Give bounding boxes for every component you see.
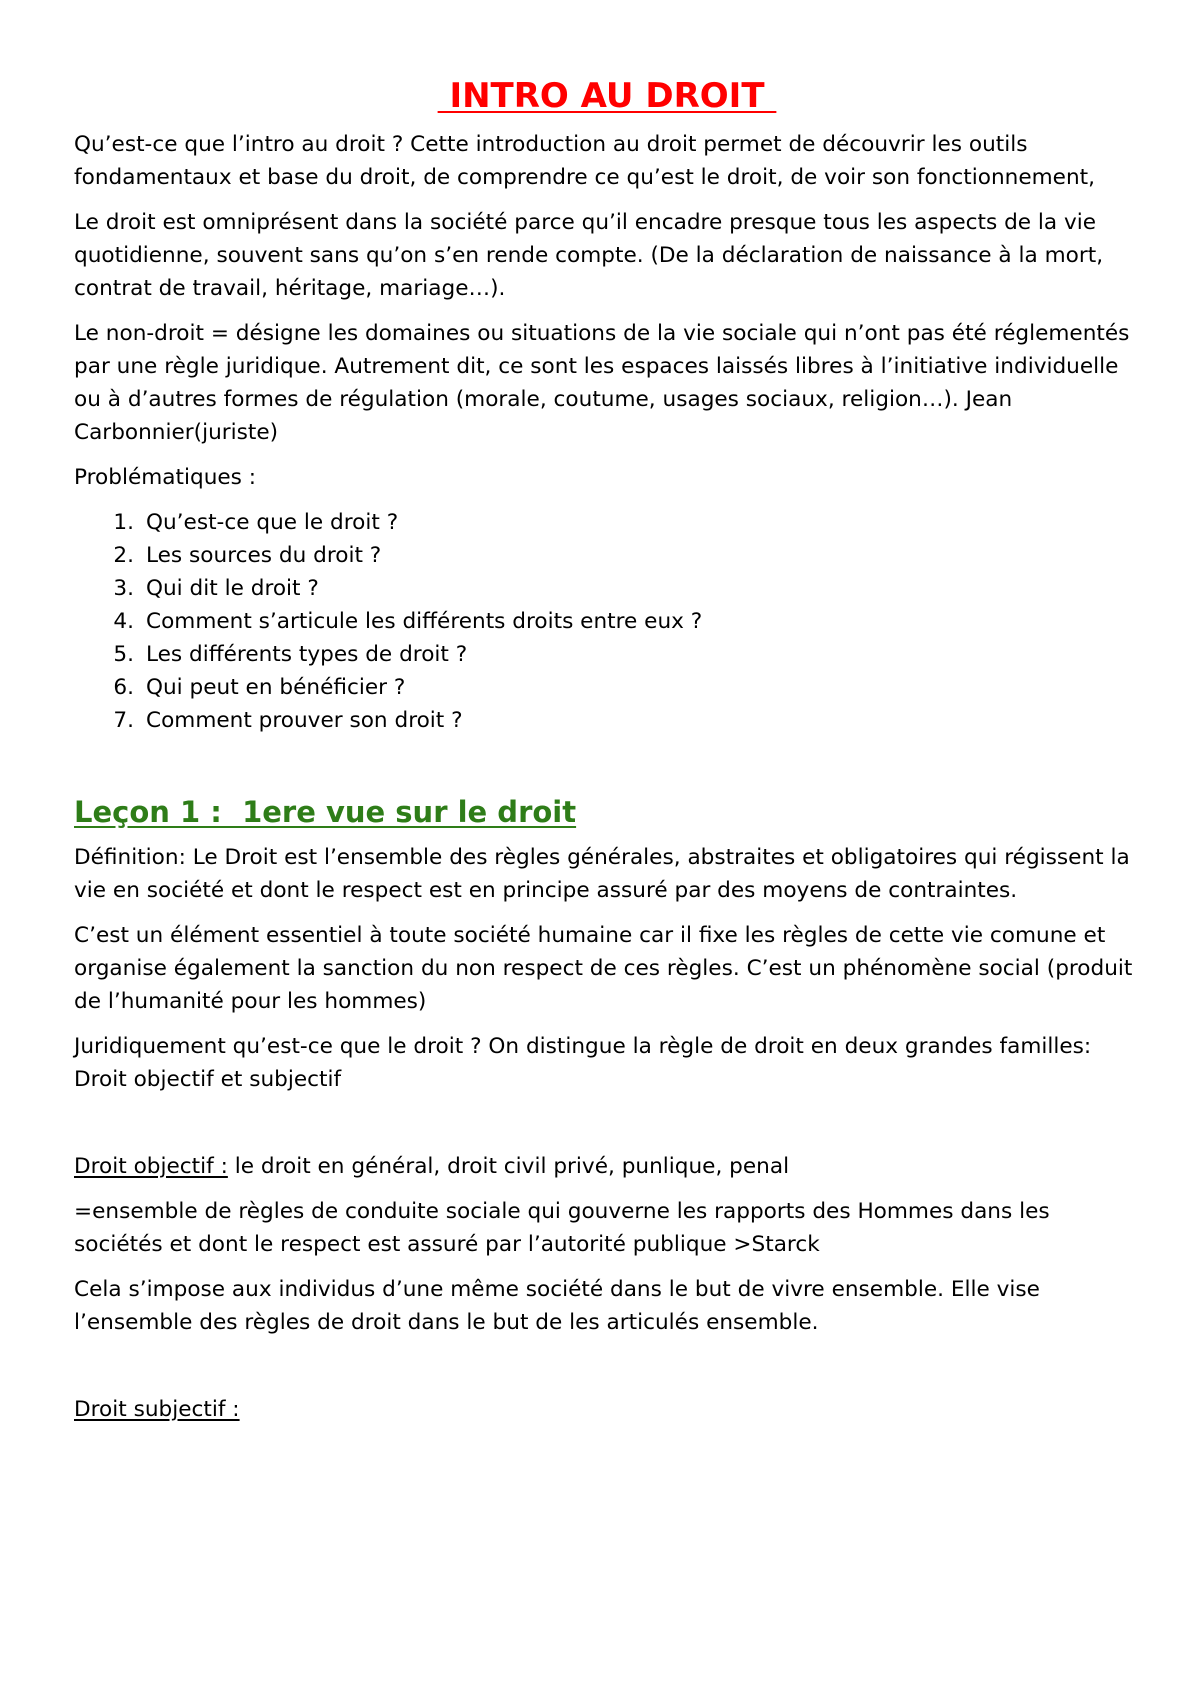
intro-paragraph-1: Qu’est-ce que l’intro au droit ? Cette introduction au droit permet de découvrir les outils fondamentaux et base du droit, de comprendre ce qu’est le droit, de voir son fonctionnement,	[74, 132, 1095, 190]
definition-paragraph: Définition: Le Droit est l’ensemble des règles générales, abstraites et obligatoires qui régissent la vie en société et dont le respect est en principe assuré par des moyens de contraintes.	[74, 845, 1130, 903]
list-item-text: Les sources du droit ?	[146, 543, 382, 568]
droit-objectif-definition: =ensemble de règles de conduite sociale qui gouverne les rapports des Hommes dans les sociétés et dont le respect est assuré par l’autorité publique >Starck	[74, 1199, 1050, 1257]
list-item-text: Qui dit le droit ?	[146, 576, 319, 601]
list-item-number: 5.	[113, 642, 134, 667]
intro-paragraph-non-droit: Le non-droit = désigne les domaines ou situations de la vie sociale qui n’ont pas été réglementés par une règle juridique. Autrement dit, ce sont les espaces laissés libres à l’initiative individuelle ou à d’autres formes de régulation (morale, coutume, usages sociaux, religion…). Jean Carbonnier(juriste)	[74, 321, 1130, 445]
droit-objectif-paragraph-2: Cela s’impose aux individus d’une même société dans le but de vivre ensemble. Elle vise l’ensemble des règles de droit dans le but de les articulés ensemble.	[74, 1277, 1040, 1335]
droit-objectif-paragraph	[74, 1150, 1140, 1183]
list-item	[74, 572, 1140, 605]
document-page	[74, 62, 1140, 1438]
list-item	[74, 539, 1140, 572]
document-title: INTRO AU DROIT	[437, 76, 777, 116]
list-item-text: Qu’est-ce que le droit ?	[146, 510, 399, 535]
list-item	[74, 704, 1140, 737]
essentiel-paragraph: C’est un élément essentiel à toute société humaine car il fixe les règles de cette vie comune et organise également la sanction du non respect de ces règles. C’est un phénomène social (produit de l’humanité pour les hommes)	[74, 923, 1133, 1014]
list-item-text: Qui peut en bénéficier ?	[146, 675, 406, 700]
list-item-number: 2.	[113, 543, 134, 568]
droit-subjectif-label: Droit subjectif :	[74, 1397, 240, 1422]
problematiques-list	[74, 506, 1140, 737]
list-item-number: 4.	[113, 609, 134, 634]
list-item	[74, 671, 1140, 704]
droit-objectif-label: Droit objectif :	[74, 1154, 228, 1179]
list-item-text: Comment prouver son droit ?	[146, 708, 463, 733]
lesson-1-heading: Leçon 1 : 1ere vue sur le droit	[74, 795, 577, 829]
list-item-text: Les différents types de droit ?	[146, 642, 468, 667]
droit-subjectif-paragraph	[74, 1393, 1140, 1426]
problematiques-label: Problématiques :	[74, 465, 257, 490]
list-item-number: 3.	[113, 576, 134, 601]
list-item-text: Comment s’articule les différents droits entre eux ?	[146, 609, 703, 634]
juridiquement-paragraph: Juridiquement qu’est-ce que le droit ? On distingue la règle de droit en deux grandes familles: Droit objectif et subjectif	[74, 1034, 1092, 1092]
list-item-number: 6.	[113, 675, 134, 700]
list-item	[74, 638, 1140, 671]
list-item-number: 1.	[113, 510, 134, 535]
intro-paragraph-2: Le droit est omniprésent dans la société parce qu’il encadre presque tous les aspects de la vie quotidienne, souvent sans qu’on s’en rende compte. (De la déclaration de naissance à la mort, contrat de travail, héritage, mariage…).	[74, 210, 1104, 301]
list-item-number: 7.	[113, 708, 134, 733]
droit-objectif-text: le droit en général, droit civil privé, punlique, penal	[227, 1154, 790, 1179]
list-item	[74, 605, 1140, 638]
list-item	[74, 506, 1140, 539]
